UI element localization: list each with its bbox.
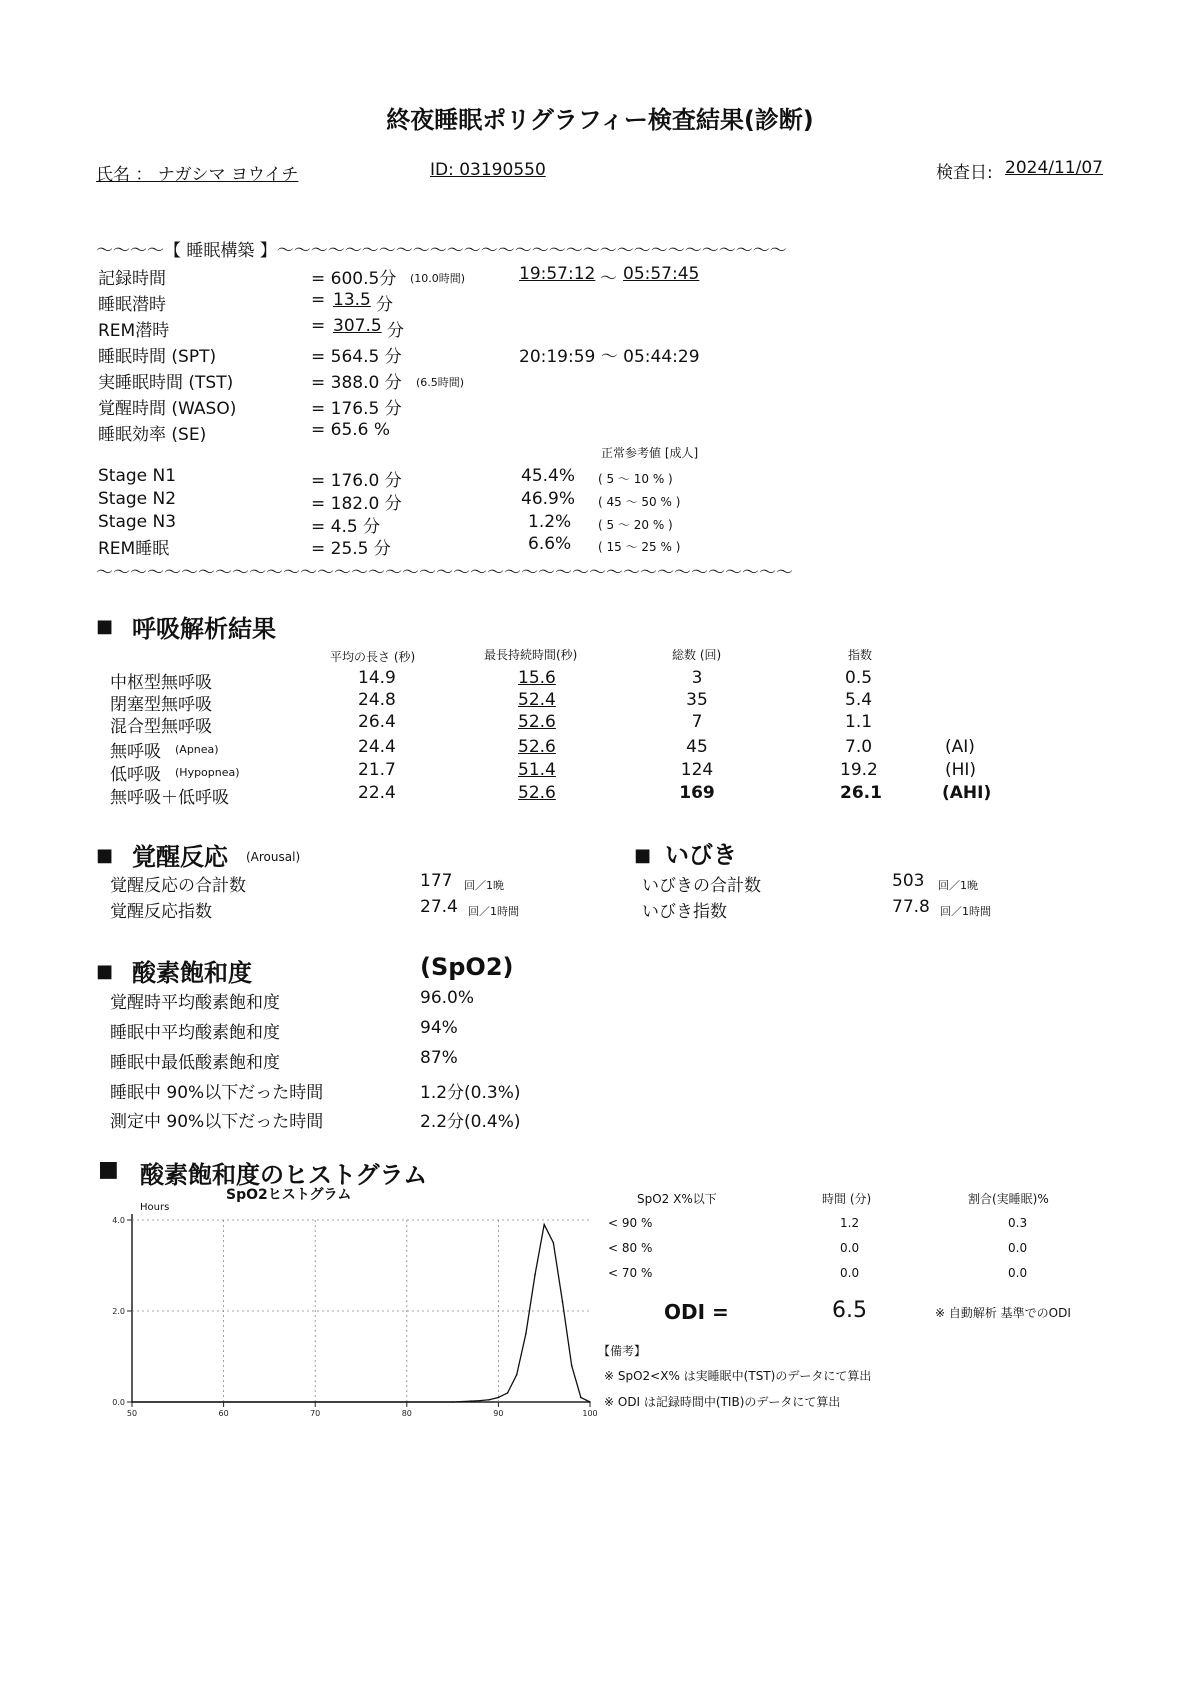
resp-row-max: 52.6 xyxy=(518,712,556,732)
hist-row-ratio: 0.0 xyxy=(1008,1266,1028,1280)
snore-title: いびき xyxy=(665,841,737,869)
spo2-title: 酸素飽和度 xyxy=(132,959,252,987)
hist-row-ratio: 0.0 xyxy=(1008,1241,1028,1255)
resp-row-avg: 24.4 xyxy=(358,737,396,757)
rec-time-note: (10.0時間) xyxy=(410,272,466,285)
stage-ref: ( 5 ～ 10 % ) xyxy=(598,472,673,486)
odi-value: 6.5 xyxy=(832,1298,867,1323)
data-point xyxy=(470,1400,472,1402)
arousal-index-value: 27.4 xyxy=(420,897,458,917)
spo2-row-label: 測定中 90%以下だった時間 xyxy=(110,1112,324,1132)
snore-total-label: いびきの合計数 xyxy=(642,876,761,896)
spo2-row-value: 87% xyxy=(420,1048,458,1068)
stage-pct: 45.4% xyxy=(521,466,576,486)
resp-row-avg: 21.7 xyxy=(358,760,396,780)
resp-row-max: 52.4 xyxy=(518,690,556,710)
snore-index-unit: 回／1時間 xyxy=(940,905,991,918)
rem-latency-eq: = xyxy=(311,316,326,336)
hist-section-title: 酸素飽和度のヒストグラム xyxy=(140,1161,428,1189)
data-point xyxy=(452,1401,454,1403)
resp-row-total: 35 xyxy=(686,690,708,710)
waso-label: 覚醒時間 (WASO) xyxy=(98,399,237,419)
stage-value: = 182.0 分 xyxy=(311,494,402,514)
spo2-histogram-chart xyxy=(112,1200,608,1420)
resp-row-max: 15.6 xyxy=(518,668,556,688)
x-tick-label: 50 xyxy=(126,1409,138,1418)
resp-row-label: 低呼吸 xyxy=(110,765,161,785)
tst-note: (6.5時間) xyxy=(416,376,465,389)
snore-index-value: 77.8 xyxy=(892,897,930,917)
resp-row-index: 1.1 xyxy=(845,712,873,732)
page-title: 終夜睡眠ポリグラフィー検査結果(診断) xyxy=(386,106,814,134)
stage-value: = 25.5 分 xyxy=(311,539,391,559)
hist-row-time: 0.0 xyxy=(840,1266,860,1280)
hist-section-mark: ■ xyxy=(98,1157,119,1182)
data-point xyxy=(131,1401,133,1403)
rec-time-label: 記録時間 xyxy=(98,269,166,289)
stage-label: REM睡眠 xyxy=(98,539,170,559)
x-tick-label: 100 xyxy=(582,1409,598,1418)
hist-row-threshold: < 90 % xyxy=(608,1216,653,1230)
spt-label: 睡眠時間 (SPT) xyxy=(98,347,217,367)
data-point xyxy=(543,1224,545,1226)
spt-range: 20:19:59 ～ 05:44:29 xyxy=(519,347,700,367)
stage-label: Stage N2 xyxy=(98,489,177,509)
rec-start: 19:57:12 xyxy=(519,264,596,284)
data-point xyxy=(571,1365,573,1367)
hist-row-time: 1.2 xyxy=(840,1216,860,1230)
resp-col-total: 総数 (回) xyxy=(672,648,722,662)
snore-total-value: 503 xyxy=(892,871,925,891)
stage-ref: ( 45 ～ 50 % ) xyxy=(598,495,681,509)
patient-id: ID: 03190550 xyxy=(430,160,546,180)
stage-label: Stage N1 xyxy=(98,466,177,486)
rem-latency-label: REM潜時 xyxy=(98,321,170,341)
resp-row-total: 7 xyxy=(691,712,703,732)
arousal-section-mark: ■ xyxy=(96,845,114,866)
data-point xyxy=(589,1401,591,1403)
sleep-latency-num: 13.5 xyxy=(333,290,371,310)
stage-value: = 4.5 分 xyxy=(311,517,381,537)
resp-row-index: 5.4 xyxy=(845,690,873,710)
resp-row-tag: (AHI) xyxy=(942,783,992,803)
sleep-latency-unit: 分 xyxy=(376,295,393,315)
stage-value: = 176.0 分 xyxy=(311,471,402,491)
x-tick-label: 70 xyxy=(310,1409,321,1418)
arousal-total-unit: 回／1晩 xyxy=(464,879,504,892)
chart-ylabel: Hours xyxy=(140,1202,170,1213)
hist-col-threshold: SpO2 X%以下 xyxy=(637,1192,717,1206)
resp-row-label: 混合型無呼吸 xyxy=(110,717,212,737)
y-tick-label: 2.0 xyxy=(112,1307,125,1316)
remark-1: ※ SpO2<X% は実睡眠中(TST)のデータにて算出 xyxy=(604,1369,872,1383)
rem-latency-num: 307.5 xyxy=(333,316,382,336)
odi-note: ※ 自動解析 基準でのODI xyxy=(935,1306,1071,1320)
spt-value: = 564.5 分 xyxy=(311,347,402,367)
data-point xyxy=(562,1301,564,1303)
resp-row-total: 169 xyxy=(679,783,715,803)
spo2-row-label: 睡眠中平均酸素飽和度 xyxy=(110,1023,280,1043)
spo2-series-line xyxy=(132,1225,590,1402)
hist-col-ratio: 割合(実睡眠)% xyxy=(968,1192,1049,1206)
resp-section-mark: ■ xyxy=(96,616,114,637)
tst-value: = 388.0 分 xyxy=(311,373,402,393)
data-point xyxy=(534,1274,536,1276)
resp-row-avg: 26.4 xyxy=(358,712,396,732)
hist-row-threshold: < 80 % xyxy=(608,1241,653,1255)
se-label: 睡眠効率 (SE) xyxy=(98,425,207,445)
hist-col-time: 時間 (分) xyxy=(822,1192,872,1206)
tst-label: 実睡眠時間 (TST) xyxy=(98,373,234,393)
data-point xyxy=(498,1397,500,1399)
data-point xyxy=(525,1333,527,1335)
exam-date: 2024/11/07 xyxy=(1005,158,1103,178)
sleep-section-header: ～～～～【 睡眠構築 】～～～～～～～～～～～～～～～～～～～～～～～～～～～～～～ xyxy=(96,241,787,261)
waso-value: = 176.5 分 xyxy=(311,399,402,419)
arousal-title: 覚醒反応 xyxy=(132,843,228,871)
resp-row-tag: (HI) xyxy=(945,760,977,780)
resp-row-index: 7.0 xyxy=(845,737,873,757)
x-tick-label: 90 xyxy=(493,1409,504,1418)
resp-row-label: 無呼吸 xyxy=(110,742,161,762)
arousal-total-value: 177 xyxy=(420,871,453,891)
stage-ref: ( 5 ～ 20 % ) xyxy=(598,518,673,532)
data-point xyxy=(553,1242,555,1244)
resp-row-avg: 24.8 xyxy=(358,690,396,710)
stage-pct: 46.9% xyxy=(521,489,576,509)
arousal-total-label: 覚醒反応の合計数 xyxy=(110,876,246,896)
spo2-section-mark: ■ xyxy=(96,961,114,982)
x-tick-label: 60 xyxy=(218,1409,229,1418)
rec-sep: ～ xyxy=(600,269,617,289)
hist-row-time: 0.0 xyxy=(840,1241,860,1255)
data-point xyxy=(488,1399,490,1401)
spo2-row-label: 覚醒時平均酸素飽和度 xyxy=(110,993,280,1013)
remarks-title: 【備考】 xyxy=(598,1344,647,1358)
snore-index-label: いびき指数 xyxy=(642,902,727,922)
y-tick-label: 4.0 xyxy=(112,1216,125,1225)
data-point xyxy=(516,1374,518,1376)
resp-row-max: 52.6 xyxy=(518,783,556,803)
rec-time-value: = 600.5分 xyxy=(311,269,397,289)
spo2-row-value: 1.2分(0.3%) xyxy=(420,1083,521,1103)
reference-header: 正常参考値 [成人] xyxy=(601,446,699,460)
resp-row-index: 0.5 xyxy=(845,668,873,688)
resp-row-label: 閉塞型無呼吸 xyxy=(110,695,212,715)
arousal-index-label: 覚醒反応指数 xyxy=(110,902,212,922)
data-point xyxy=(507,1392,509,1394)
sleep-section-footer: ～～～～～～～～～～～～～～～～～～～～～～～～～～～～～～～～～～～～～～～～～ xyxy=(96,563,793,583)
chart-title: SpO2ヒストグラム xyxy=(226,1187,352,1203)
resp-col-max: 最長持続時間(秒) xyxy=(484,648,578,662)
resp-row-index: 19.2 xyxy=(840,760,878,780)
data-point xyxy=(580,1397,582,1399)
resp-row-total: 45 xyxy=(686,737,708,757)
snore-section-mark: ■ xyxy=(634,845,652,866)
exam-date-label: 検査日: xyxy=(936,163,993,183)
stage-pct: 1.2% xyxy=(528,512,572,532)
resp-col-avg: 平均の長さ (秒) xyxy=(330,650,416,664)
stage-ref: ( 15 ～ 25 % ) xyxy=(598,540,681,554)
resp-row-label: 無呼吸＋低呼吸 xyxy=(110,788,229,808)
odi-label: ODI = xyxy=(664,1300,729,1324)
resp-row-index: 26.1 xyxy=(840,783,882,803)
resp-row-sub: (Apnea) xyxy=(175,743,219,756)
resp-row-total: 124 xyxy=(680,760,714,780)
arousal-index-unit: 回／1時間 xyxy=(468,905,519,918)
resp-col-index: 指数 xyxy=(848,648,873,662)
arousal-subtitle: (Arousal) xyxy=(246,850,301,864)
spo2-subtitle: (SpO2) xyxy=(420,953,514,981)
spo2-row-label: 睡眠中最低酸素飽和度 xyxy=(110,1053,280,1073)
x-tick-label: 80 xyxy=(401,1409,412,1418)
patient-name: 氏名 ： ナガシマ ヨウイチ xyxy=(96,165,299,185)
resp-section-title: 呼吸解析結果 xyxy=(132,615,276,643)
spo2-row-value: 2.2分(0.4%) xyxy=(420,1112,521,1132)
rem-latency-unit: 分 xyxy=(387,321,404,341)
resp-row-tag: (AI) xyxy=(945,737,975,757)
rec-end: 05:57:45 xyxy=(623,264,700,284)
resp-row-max: 51.4 xyxy=(518,760,556,780)
stage-label: Stage N3 xyxy=(98,512,177,532)
resp-row-max: 52.6 xyxy=(518,737,556,757)
sleep-latency-label: 睡眠潜時 xyxy=(98,295,166,315)
spo2-row-value: 96.0% xyxy=(420,988,475,1008)
y-tick-label: 0.0 xyxy=(112,1398,125,1407)
spo2-row-label: 睡眠中 90%以下だった時間 xyxy=(110,1083,324,1103)
resp-row-sub: (Hypopnea) xyxy=(175,766,240,779)
stage-pct: 6.6% xyxy=(528,534,572,554)
data-point xyxy=(479,1400,481,1402)
remark-2: ※ ODI は記録時間中(TIB)のデータにて算出 xyxy=(604,1395,841,1409)
snore-total-unit: 回／1晩 xyxy=(938,879,978,892)
resp-row-total: 3 xyxy=(691,668,703,688)
spo2-row-value: 94% xyxy=(420,1018,458,1038)
resp-row-avg: 14.9 xyxy=(358,668,396,688)
se-value: = 65.6 % xyxy=(311,420,391,440)
sleep-latency-eq: = xyxy=(311,290,326,310)
hist-row-ratio: 0.3 xyxy=(1008,1216,1028,1230)
resp-row-avg: 22.4 xyxy=(358,783,396,803)
resp-row-label: 中枢型無呼吸 xyxy=(110,673,212,693)
hist-row-threshold: < 70 % xyxy=(608,1266,653,1280)
